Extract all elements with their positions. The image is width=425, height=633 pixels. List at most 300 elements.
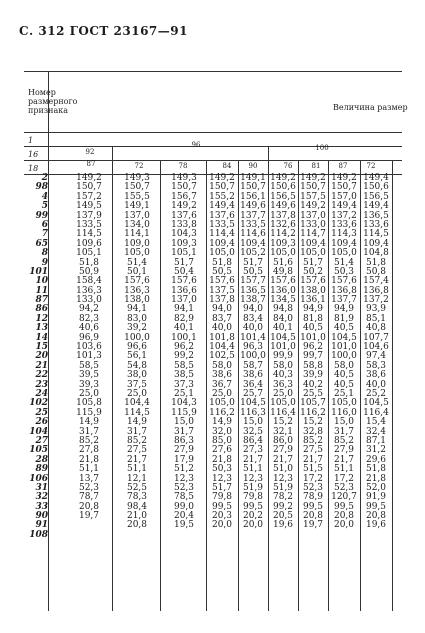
table-cell: 50,2 <box>302 266 324 277</box>
table-cell: 100,1 <box>171 332 197 343</box>
table-cell: 32,5 <box>242 426 264 437</box>
table-cell: 137,0 <box>124 210 150 221</box>
table-cell: 21,8 <box>211 454 233 465</box>
table-cell: 157,6 <box>331 276 357 287</box>
table-cell: 99,2 <box>173 351 195 362</box>
table-cell: 107,7 <box>363 332 389 343</box>
table-cell: 137,7 <box>240 210 266 221</box>
row-number: 99 <box>35 210 48 221</box>
table-cell: 84,0 <box>272 313 294 324</box>
table-cell: 157,0 <box>331 191 357 202</box>
table-cell: 157,6 <box>124 276 150 287</box>
table-cell: 149,5 <box>76 201 102 212</box>
row-number: 33 <box>35 501 48 512</box>
table-cell: 114,5 <box>76 229 102 240</box>
data-column <box>66 174 112 521</box>
table-cell: 136,3 <box>124 285 150 296</box>
table-cell: 137,6 <box>171 210 197 221</box>
col-header-1: 87 <box>86 160 96 168</box>
table-cell: 155,2 <box>209 191 235 202</box>
table-cell: 96,6 <box>126 342 148 353</box>
page-header: С. 312 ГОСТ 23167—91 <box>19 24 188 38</box>
table-cell: 149,4 <box>331 201 357 212</box>
table-cell: 133,5 <box>76 219 102 230</box>
table-cell: 21,7 <box>272 454 294 465</box>
table-cell: 78,5 <box>173 492 195 503</box>
table-cell: 149,4 <box>363 173 389 183</box>
table-cell: 134,0 <box>124 219 150 230</box>
table-cell: 114,4 <box>209 229 235 240</box>
table-cell: 105,7 <box>300 398 326 409</box>
table-cell: 116,2 <box>300 407 326 418</box>
table-cell: 149,3 <box>171 173 197 183</box>
table-cell: 132,6 <box>270 219 296 230</box>
table-cell: 40,5 <box>302 323 324 334</box>
table-cell: 105,0 <box>300 248 326 259</box>
table-cell: 85,1 <box>365 313 387 324</box>
table-cell: 81,9 <box>333 313 355 324</box>
table-cell: 105,1 <box>76 248 102 259</box>
table-cell: 40,6 <box>78 323 100 334</box>
table-cell: 20,8 <box>126 520 148 531</box>
table-cell: 51,4 <box>333 257 355 268</box>
table-cell: 105,0 <box>209 248 235 259</box>
table-cell: 104,3 <box>171 398 197 409</box>
table-cell: 51,1 <box>126 464 148 475</box>
group-header-96: 96 <box>191 141 201 149</box>
table-cell: 39,3 <box>78 379 100 390</box>
table-cell: 138,0 <box>124 295 150 306</box>
table-cell: 109,3 <box>270 238 296 249</box>
table-cell: 149,4 <box>363 201 389 212</box>
table-cell: 99,9 <box>272 351 294 362</box>
row-number: 2 <box>41 173 48 183</box>
col-divider-2 <box>160 160 161 611</box>
table-cell: 38,6 <box>242 370 264 381</box>
table-cell: 37,5 <box>126 379 148 390</box>
table-cell: 96,2 <box>173 342 195 353</box>
table-cell: 20,5 <box>272 511 294 522</box>
table-cell: 51,5 <box>302 464 324 475</box>
col-header-9: 72 <box>366 162 376 170</box>
table-cell: 137,2 <box>331 210 357 221</box>
row-number: 105 <box>29 445 48 456</box>
table-cell: 25,1 <box>173 388 195 399</box>
table-cell: 40,3 <box>272 370 294 381</box>
table-cell: 51,7 <box>173 257 195 268</box>
table-cell: 83,0 <box>126 313 148 324</box>
table-cell: 51,7 <box>302 257 324 268</box>
table-cell: 52,3 <box>173 482 195 493</box>
table-cell: 105,8 <box>76 398 102 409</box>
table-cell: 101,0 <box>331 342 357 353</box>
table-cell: 99,5 <box>211 501 233 512</box>
table-cell: 20,0 <box>242 520 264 531</box>
row-number: 91 <box>35 520 48 531</box>
row-number: 10 <box>35 276 48 287</box>
row-number: 7 <box>41 229 48 240</box>
data-column <box>360 174 392 531</box>
table-cell: 109,4 <box>363 238 389 249</box>
row-number: 21 <box>35 360 48 371</box>
table-cell: 58,8 <box>302 360 324 371</box>
table-cell: 94,2 <box>78 304 100 315</box>
table-cell: 94,9 <box>302 304 324 315</box>
table-cell: 27,3 <box>242 445 264 456</box>
table-cell: 150,6 <box>270 182 296 193</box>
table-cell: 104,5 <box>363 398 389 409</box>
table-cell: 100,0 <box>124 332 150 343</box>
table-cell: 86,0 <box>272 435 294 446</box>
col-header-5: 90 <box>248 162 258 170</box>
row-numbers <box>24 174 48 540</box>
data-column <box>328 174 360 531</box>
table-cell: 104,4 <box>124 398 150 409</box>
table-cell: 32,8 <box>302 426 324 437</box>
table-cell: 86,3 <box>173 435 195 446</box>
table-cell: 25,0 <box>126 388 148 399</box>
table-cell: 15,0 <box>173 417 195 428</box>
table-cell: 25,2 <box>365 388 387 399</box>
table-cell: 157,4 <box>363 276 389 287</box>
table-cell: 149,6 <box>270 201 296 212</box>
table-cell: 157,6 <box>300 276 326 287</box>
col-header-3: 78 <box>178 162 188 170</box>
row-number: 86 <box>35 304 48 315</box>
table-cell: 138,7 <box>240 295 266 306</box>
table-cell: 12,3 <box>173 473 195 484</box>
row-label-18: 18 <box>28 164 39 173</box>
table-cell: 83,7 <box>211 313 233 324</box>
row-number: 11 <box>35 285 48 296</box>
table-cell: 29,6 <box>365 454 387 465</box>
table-cell: 21,0 <box>126 511 148 522</box>
row-number: 4 <box>41 191 48 202</box>
table-cell: 101,0 <box>270 342 296 353</box>
table-cell: 58,0 <box>272 360 294 371</box>
row-number: 8 <box>41 248 48 259</box>
table-cell: 56,1 <box>126 351 148 362</box>
table-cell: 13,7 <box>78 473 100 484</box>
table-cell: 38,6 <box>365 370 387 381</box>
table-cell: 51,2 <box>173 464 195 475</box>
table-cell: 114,3 <box>331 229 357 240</box>
data-column <box>162 174 206 531</box>
table-cell: 58,0 <box>211 360 233 371</box>
table-cell: 137,8 <box>270 210 296 221</box>
table-cell: 136,8 <box>363 285 389 296</box>
table-cell: 25,0 <box>272 388 294 399</box>
table-cell: 31,2 <box>365 445 387 456</box>
table-cell: 99,5 <box>365 501 387 512</box>
table-cell: 114,1 <box>124 229 150 240</box>
group-title: Величина размер <box>333 103 408 112</box>
table-cell: 156,1 <box>240 191 266 202</box>
table-top-rule <box>24 71 402 72</box>
row-number: 98 <box>35 182 48 193</box>
table-cell: 40,1 <box>272 323 294 334</box>
table-cell: 52,3 <box>333 482 355 493</box>
table-cell: 136,6 <box>171 285 197 296</box>
table-cell: 109,4 <box>209 238 235 249</box>
table-cell: 137,5 <box>209 285 235 296</box>
table-cell: 137,6 <box>209 210 235 221</box>
table-cell: 52,3 <box>78 482 100 493</box>
table-cell: 114,5 <box>124 407 150 418</box>
table-cell: 94,1 <box>126 304 148 315</box>
table-cell: 85,2 <box>126 435 148 446</box>
table-cell: 114,5 <box>363 229 389 240</box>
table-cell: 36,4 <box>242 379 264 390</box>
group-header-92: 92 <box>85 148 95 156</box>
table-cell: 137,0 <box>171 295 197 306</box>
data-column <box>298 174 328 531</box>
table-cell: 150,7 <box>300 182 326 193</box>
table-cell: 17,9 <box>173 454 195 465</box>
table-cell: 51,8 <box>365 464 387 475</box>
table-cell: 51,9 <box>242 482 264 493</box>
table-cell: 78,9 <box>302 492 324 503</box>
table-cell: 149,2 <box>270 173 296 183</box>
table-cell: 87,1 <box>365 435 387 446</box>
table-cell: 25,5 <box>302 388 324 399</box>
table-cell: 120,7 <box>331 492 357 503</box>
table-cell: 133,6 <box>363 219 389 230</box>
row-number: 90 <box>35 511 48 522</box>
table-cell: 104,5 <box>240 398 266 409</box>
table-cell: 133,8 <box>171 219 197 230</box>
row-number: 12 <box>35 313 48 324</box>
table-cell: 134,5 <box>270 295 296 306</box>
table-cell: 157,7 <box>240 276 266 287</box>
table-cell: 99,2 <box>272 501 294 512</box>
table-cell: 51,9 <box>272 482 294 493</box>
table-cell: 137,0 <box>300 210 326 221</box>
table-cell: 104,8 <box>363 248 389 259</box>
table-cell: 40,0 <box>211 323 233 334</box>
table-cell: 20,8 <box>365 511 387 522</box>
table-cell: 12,3 <box>272 473 294 484</box>
table-cell: 115,9 <box>76 407 102 418</box>
table-cell: 105,0 <box>331 398 357 409</box>
table-cell: 83,4 <box>242 313 264 324</box>
table-cell: 78,2 <box>272 492 294 503</box>
table-cell: 50,4 <box>173 266 195 277</box>
table-cell: 104,5 <box>331 332 357 343</box>
table-cell: 51,8 <box>78 257 100 268</box>
table-cell: 85,0 <box>211 435 233 446</box>
table-cell: 21,7 <box>333 454 355 465</box>
col-header-2: 72 <box>134 162 144 170</box>
row-number: 106 <box>29 473 48 484</box>
table-cell: 133,6 <box>331 219 357 230</box>
row-number: 101 <box>29 266 48 277</box>
table-cell: 40,8 <box>365 323 387 334</box>
table-cell: 116,2 <box>209 407 235 418</box>
table-cell: 36,3 <box>272 379 294 390</box>
table-cell: 31,7 <box>173 426 195 437</box>
table-cell: 52,0 <box>365 482 387 493</box>
table-cell: 136,3 <box>76 285 102 296</box>
table-cell: 27,5 <box>302 445 324 456</box>
row-label-16: 16 <box>28 150 39 159</box>
table-cell: 157,6 <box>209 276 235 287</box>
table-cell: 116,0 <box>331 407 357 418</box>
table-cell: 150,7 <box>124 182 150 193</box>
table-cell: 20,3 <box>211 511 233 522</box>
table-cell: 136,5 <box>240 285 266 296</box>
table-cell: 101,8 <box>209 332 235 343</box>
table-cell: 99,5 <box>333 501 355 512</box>
row-number: 9 <box>41 257 48 268</box>
table-cell: 51,7 <box>211 482 233 493</box>
table-cell: 12,1 <box>126 473 148 484</box>
table-cell: 157,5 <box>300 191 326 202</box>
table-cell: 15,2 <box>302 417 324 428</box>
table-cell: 150,7 <box>240 182 266 193</box>
table-cell: 51,1 <box>333 464 355 475</box>
table-cell: 15,2 <box>272 417 294 428</box>
table-cell: 137,8 <box>209 295 235 306</box>
table-cell: 32,4 <box>365 426 387 437</box>
table-cell: 14,9 <box>211 417 233 428</box>
table-cell: 99,0 <box>173 501 195 512</box>
table-cell: 19,6 <box>272 520 294 531</box>
row-number: 6 <box>41 219 48 230</box>
table-cell: 85,2 <box>78 435 100 446</box>
table-cell: 155,5 <box>124 191 150 202</box>
table-cell: 40,5 <box>333 370 355 381</box>
table-cell: 27,9 <box>333 445 355 456</box>
table-cell: 157,6 <box>270 276 296 287</box>
table-cell: 40,5 <box>333 323 355 334</box>
row-number: 108 <box>29 529 48 540</box>
table-cell: 104,6 <box>363 342 389 353</box>
table-cell: 52,3 <box>302 482 324 493</box>
table-cell: 99,5 <box>302 501 324 512</box>
table-cell: 17,2 <box>302 473 324 484</box>
table-cell: 27,6 <box>211 445 233 456</box>
table-cell: 40,0 <box>242 323 264 334</box>
table-cell: 115,9 <box>171 407 197 418</box>
table-cell: 105,0 <box>209 398 235 409</box>
table-cell: 40,0 <box>365 379 387 390</box>
table-cell: 40,1 <box>173 323 195 334</box>
table-cell: 94,8 <box>272 304 294 315</box>
table-cell: 97,4 <box>365 351 387 362</box>
table-cell: 150,7 <box>76 182 102 193</box>
table-cell: 31,7 <box>126 426 148 437</box>
table-cell: 149,6 <box>240 201 266 212</box>
data-column <box>268 174 298 531</box>
table-cell: 101,3 <box>76 351 102 362</box>
table-cell: 20,0 <box>211 520 233 531</box>
table-cell: 15,4 <box>365 417 387 428</box>
table-cell: 137,9 <box>76 210 102 221</box>
table-cell: 109,4 <box>240 238 266 249</box>
table-cell: 32,1 <box>272 426 294 437</box>
header-rule-1 <box>24 132 402 133</box>
col-header-6: 76 <box>283 162 293 170</box>
table-cell: 79,8 <box>242 492 264 503</box>
table-cell: 25,7 <box>242 388 264 399</box>
table-cell: 51,4 <box>126 257 148 268</box>
table-cell: 38,5 <box>173 370 195 381</box>
table-cell: 109,0 <box>124 238 150 249</box>
table-cell: 114,2 <box>270 229 296 240</box>
row-number: 26 <box>35 417 48 428</box>
col-header-8: 87 <box>338 162 348 170</box>
table-cell: 96,9 <box>78 332 100 343</box>
table-cell: 105,0 <box>331 248 357 259</box>
table-cell: 50,3 <box>211 464 233 475</box>
table-cell: 58,7 <box>242 360 264 371</box>
table-cell: 54,8 <box>126 360 148 371</box>
table-cell: 109,4 <box>331 238 357 249</box>
table-cell: 104,3 <box>171 229 197 240</box>
table-cell: 82,9 <box>173 313 195 324</box>
row-number: 20 <box>35 351 48 362</box>
table-cell: 104,4 <box>209 342 235 353</box>
table-cell: 156,5 <box>363 191 389 202</box>
table-cell: 39,5 <box>78 370 100 381</box>
table-cell: 20,2 <box>242 511 264 522</box>
table-cell: 133,0 <box>300 219 326 230</box>
table-cell: 20,8 <box>333 511 355 522</box>
table-cell: 85,2 <box>302 435 324 446</box>
table-cell: 25,0 <box>211 388 233 399</box>
table-cell: 40,5 <box>333 379 355 390</box>
table-cell: 49,8 <box>272 266 294 277</box>
table-cell: 27,9 <box>272 445 294 456</box>
table-cell: 36,7 <box>211 379 233 390</box>
table-cell: 137,7 <box>331 295 357 306</box>
table-cell: 91,9 <box>365 492 387 503</box>
table-cell: 98,4 <box>126 501 148 512</box>
table-cell: 52,5 <box>126 482 148 493</box>
table-cell: 100,0 <box>331 351 357 362</box>
table-cell: 99,5 <box>242 501 264 512</box>
table-cell: 99,7 <box>302 351 324 362</box>
row-number: 31 <box>35 482 48 493</box>
row-number: 24 <box>35 388 48 399</box>
table-cell: 157,6 <box>171 276 197 287</box>
row-number: 65 <box>35 238 48 249</box>
table-cell: 149,2 <box>331 173 357 183</box>
row-label-1: 1 <box>28 136 34 145</box>
table-cell: 39,2 <box>126 323 148 334</box>
table-cell: 116,4 <box>270 407 296 418</box>
stub-title: Номер размерного признака <box>28 88 78 115</box>
table-cell: 32,0 <box>211 426 233 437</box>
table-cell: 51,6 <box>272 257 294 268</box>
data-column <box>238 174 268 531</box>
table-cell: 37,3 <box>173 379 195 390</box>
table-cell: 50,3 <box>333 266 355 277</box>
row-number: 102 <box>29 398 48 409</box>
table-cell: 96,2 <box>302 342 324 353</box>
row-number: 104 <box>29 426 48 437</box>
table-cell: 157,2 <box>76 191 102 202</box>
table-cell: 150,7 <box>331 182 357 193</box>
table-cell: 15,0 <box>333 417 355 428</box>
table-cell: 78,7 <box>78 492 100 503</box>
table-cell: 58,5 <box>78 360 100 371</box>
table-cell: 149,2 <box>300 173 326 183</box>
table-cell: 133,5 <box>240 219 266 230</box>
table-cell: 150,7 <box>209 182 235 193</box>
table-cell: 20,0 <box>333 520 355 531</box>
